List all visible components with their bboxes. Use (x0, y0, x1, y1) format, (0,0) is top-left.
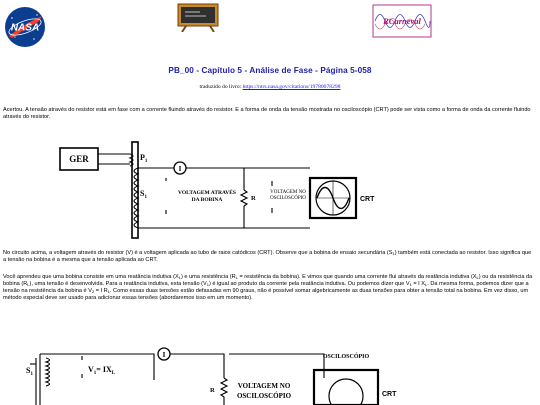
nasa-logo (4, 6, 46, 48)
paragraph-coil: Você aprendeu que uma bobina consiste em uma reatância indutiva $(X_L)$ e uma resistência ($R_L$ = resistência da bobina). E vimos que quando uma corrente flui através da reatância indutiva $(X_L)$ ou da resistência da bobina $(R_L)$, uma tensão é desenvolvida. Para a reatância indutiva, esta tensão $(V_1)$ é igual ao produto da corrente pela reatância indutiva. Ou podemos dizer que $V_1 = I$ $X_L$. Da mesma forma, podemos dizer que a tensão na resistência da bobina é $V_2 = I$ $R_L$. Como essas duas tensões estão defasadas em 90 graus, não é possível somar algebricamente as duas tensões para obter a tensão total na bobina. Em vez disso, um método especial deve ser usado para adicionar essas tensões (abordaremos isso em um momento). (3, 274, 533, 302)
credit-prefix: traduzido do livro: (199, 84, 243, 90)
page-title: PB_00 - Capítulo 5 - Análise de Fase - Página 5-058 (168, 66, 372, 75)
chalkboard-icon (176, 2, 220, 32)
fig2-current-label: I (162, 351, 166, 359)
fig2-osc-title: OSCILOSCÓPIO (322, 354, 370, 360)
fig2-voltage-label-1: VOLTAGEM NO (237, 382, 291, 390)
coil-voltage-label-1: VOLTAGEM ATRAVÉS (178, 190, 236, 196)
fig2-crt-label: CRT (382, 391, 397, 398)
fig2-voltage-label-2: OSCILOSCÓPIO (236, 392, 292, 400)
credit-line (0, 84, 540, 90)
primary-label: $P_1$ (140, 153, 148, 164)
crt-label: CRT (360, 196, 375, 203)
resistor-label: R (251, 195, 256, 202)
generator-label: GER (69, 154, 89, 164)
credit-link[interactable]: https://ntrs.nasa.gov/citations/19780078298 (242, 84, 341, 90)
circuit-diagram-1 (44, 134, 384, 242)
scope-voltage-label-2: OSCILOSCÓPIO (270, 196, 306, 201)
paragraph-circuit: No circuito acima, a voltagem através do resistor (V) é a voltagem aplicada ao tubo de raios catódicos (CRT). Observe que a bobina de ensaio secundária $(S_1)$ também está conectada ao resistor. Isso significa que a tensão na bobina é a mesma que a tensão aplicada ao CRT. (3, 250, 532, 264)
paragraph-intro: Acertou. A tensão através do resistor está em fase com a corrente fluindo através do resistor. E a forma de onda da tensão mostrada no osciloscópio (CRT) pode ser vista como a forma de onda da corrente fluindo através do resistor. (3, 107, 531, 121)
rcarneval-logo (372, 4, 432, 38)
rcarneval-logo-text: RCarneval (383, 16, 421, 26)
fig2-secondary-label: $S_1$ (26, 366, 33, 377)
current-label: I (178, 165, 182, 173)
fig2-v1-label: $V_1= IX_L$ (88, 365, 116, 376)
secondary-label: $S_1$ (140, 189, 147, 200)
nasa-logo-text: NASA (10, 22, 40, 34)
coil-voltage-label-2: DA BOBINA (191, 197, 223, 203)
fig2-resistor-label: R (210, 387, 215, 394)
circuit-diagram-2 (24, 340, 404, 405)
scope-voltage-label-1: VOLTAGEM NO (270, 190, 306, 195)
